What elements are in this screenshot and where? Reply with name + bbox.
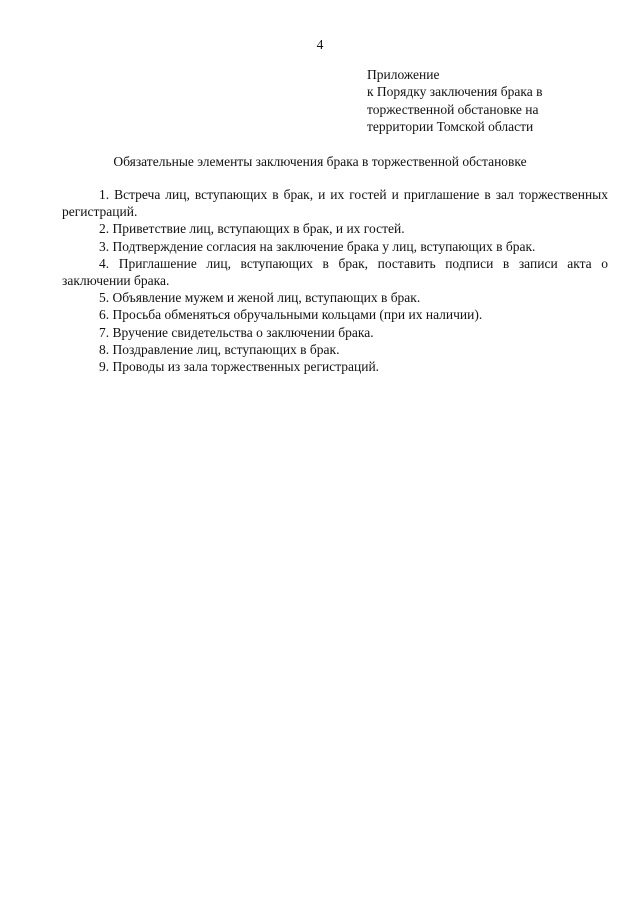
appendix-line: к Порядку заключения брака в bbox=[367, 84, 543, 100]
list-item: 7. Вручение свидетельства о заключении брака. bbox=[99, 324, 374, 340]
document-title: Обязательные элементы заключения брака в торжественной обстановке bbox=[113, 154, 527, 169]
elements-list bbox=[62, 186, 608, 375]
list-item: 8. Поздравление лиц, вступающих в брак. bbox=[99, 341, 340, 357]
list-item: 1. Встреча лиц, вступающих в брак, и их гостей и приглашение в зал торжественных регистраций. bbox=[62, 187, 608, 220]
list-item: 5. Объявление мужем и женой лиц, вступающих в брак. bbox=[99, 290, 421, 306]
page-number: 4 bbox=[316, 37, 324, 52]
list-item: 2. Приветствие лиц, вступающих в брак, и их гостей. bbox=[99, 221, 405, 237]
appendix-line: территории Томской области bbox=[367, 119, 534, 135]
appendix-note bbox=[367, 66, 542, 136]
appendix-line: Приложение bbox=[367, 67, 440, 82]
list-item: 6. Просьба обменяться обручальными кольцами (при их наличии). bbox=[99, 307, 483, 323]
appendix-line: торжественной обстановке на bbox=[367, 101, 539, 117]
list-item: 9. Проводы из зала торжественных регистраций. bbox=[99, 359, 380, 375]
list-item: 3. Подтверждение согласия на заключение брака у лиц, вступающих в брак. bbox=[99, 238, 536, 254]
list-item: 4. Приглашение лиц, вступающих в брак, поставить подписи в записи акта о заключении брака. bbox=[62, 255, 608, 289]
